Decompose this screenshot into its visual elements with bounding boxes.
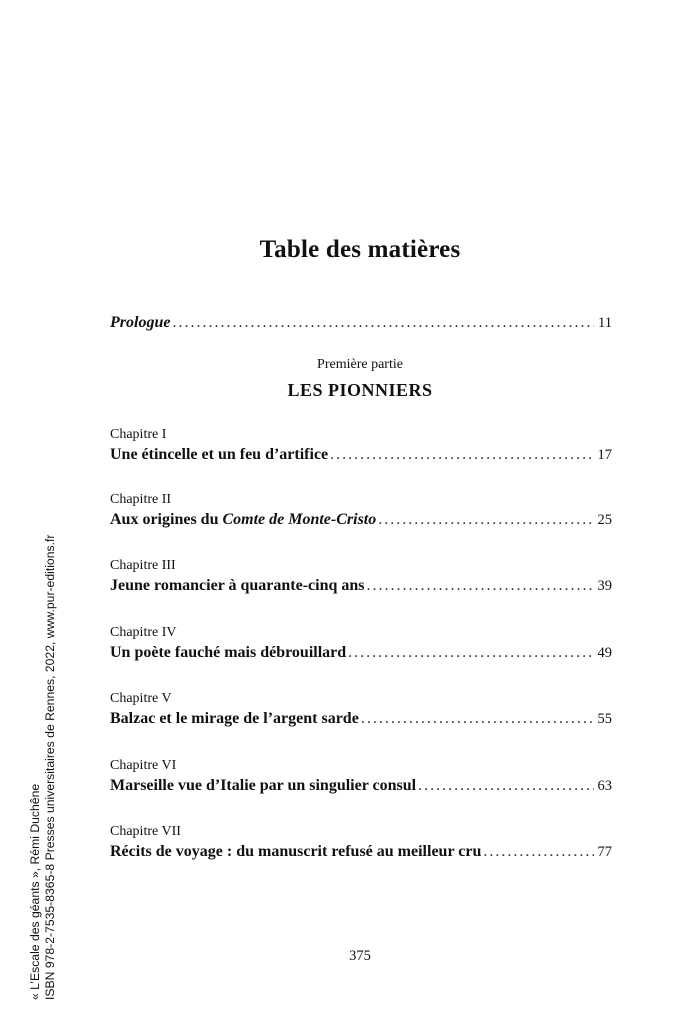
leader-dots	[378, 511, 593, 529]
chapter-title: Une étincelle et un feu d’artifice	[110, 446, 329, 463]
chapter-title: Marseille vue d’Italie par un singulier consul	[110, 777, 417, 794]
chapter-number: Chapitre III	[110, 558, 176, 573]
toc-chapter-5[interactable]	[110, 691, 612, 728]
chapter-title: Un poète fauché mais débrouillard	[110, 644, 347, 661]
leader-dots	[418, 777, 593, 795]
chapter-title: Aux origines du Comte de Monte-Cristo	[110, 511, 377, 528]
part-label: Première partie	[317, 357, 403, 372]
leader-dots	[361, 710, 594, 728]
chapter-title: Récits de voyage : du manuscrit refusé au meilleur cru	[110, 843, 482, 860]
chapter-number: Chapitre V	[110, 691, 172, 706]
leader-dots	[348, 644, 593, 662]
part-title: LES PIONNIERS	[287, 380, 433, 400]
side-credit-line-1: « L’Escale des géants », Rémi Duchêne	[28, 783, 42, 1000]
leader-dots	[367, 577, 594, 595]
chapter-title: Jeune romancier à quarante-cinq ans	[110, 577, 365, 594]
page-number: 375	[349, 948, 371, 964]
chapter-number: Chapitre IV	[110, 625, 177, 640]
chapter-number: Chapitre II	[110, 492, 172, 507]
chapter-page: 49	[597, 645, 612, 661]
toc-chapter-7[interactable]	[110, 824, 612, 861]
chapter-page: 55	[597, 711, 612, 727]
leader-dots	[172, 314, 594, 332]
toc-chapter-6[interactable]	[110, 758, 612, 795]
chapter-number: Chapitre VII	[110, 824, 181, 839]
chapter-number: Chapitre I	[110, 427, 167, 442]
leader-dots	[330, 446, 593, 464]
prologue-label: Prologue	[110, 314, 171, 331]
chapter-page: 39	[597, 578, 612, 594]
toc-chapter-1[interactable]	[110, 427, 612, 464]
chapter-page: 63	[597, 778, 612, 794]
chapter-title: Balzac et le mirage de l’argent sarde	[110, 710, 359, 727]
chapter-number: Chapitre VI	[110, 758, 177, 773]
side-credit	[28, 460, 57, 1000]
chapter-page: 25	[597, 512, 612, 528]
toc-prologue[interactable]	[110, 314, 612, 332]
leader-dots	[483, 843, 593, 861]
toc-chapter-4[interactable]	[110, 625, 612, 662]
toc-chapter-2[interactable]	[110, 492, 612, 529]
chapter-page: 77	[597, 844, 612, 860]
chapter-title-italic: Comte de Monte-Cristo	[222, 511, 377, 528]
prologue-page: 11	[598, 315, 612, 331]
toc-chapter-3[interactable]	[110, 558, 612, 595]
side-credit-line-2: ISBN 978-2-7535-8365-8 Presses universitaires de Rennes, 2022, www.pur-editions.fr	[43, 534, 57, 1000]
chapter-page: 17	[597, 447, 612, 463]
page-title: Table des matières	[259, 236, 461, 263]
